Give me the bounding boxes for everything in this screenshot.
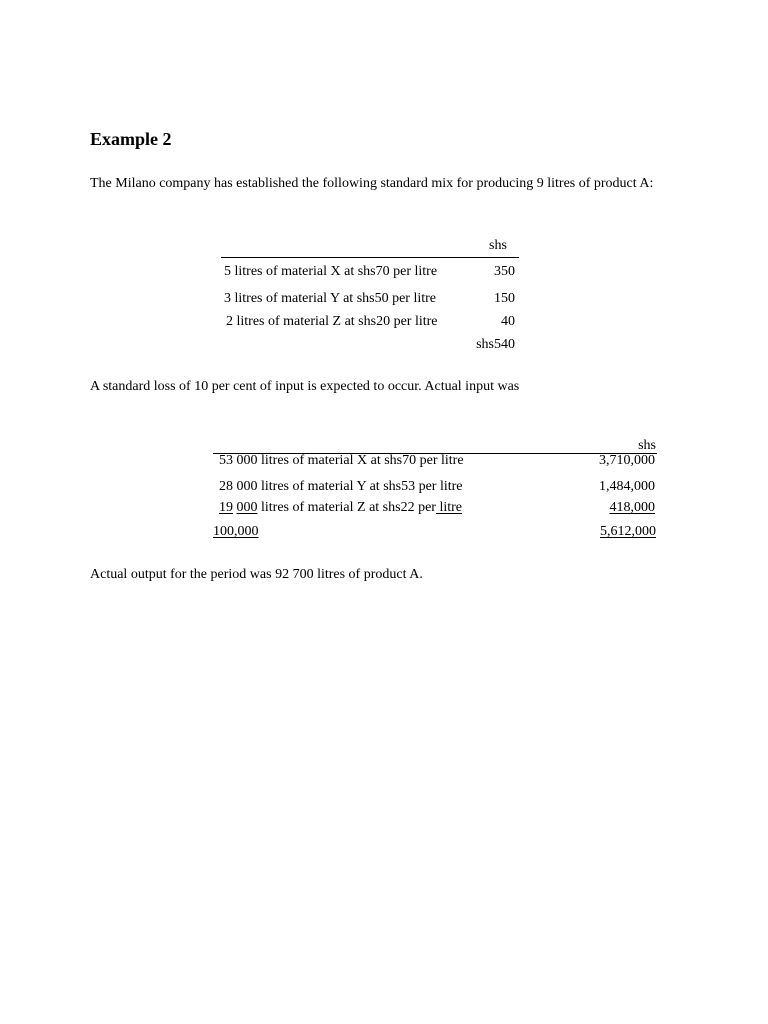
intro-paragraph: The Milano company has established the following standard mix for producing 9 litres of product A:	[90, 176, 654, 191]
standard-mix-row-value: 40	[501, 314, 515, 329]
actual-input-row-description: 28 000 litres of material Y at shs53 per litre	[219, 479, 463, 494]
total-quantity-part: 100	[213, 524, 234, 539]
actual-input-total-value: 5,612,000	[600, 524, 656, 539]
actual-output-paragraph: Actual output for the period was 92 700 litres of product A.	[90, 567, 423, 582]
material-z-description-text: litres of material Z at shs22 per	[257, 500, 436, 515]
standard-mix-row-value: 350	[494, 264, 515, 279]
actual-input-column-header: shs	[638, 438, 656, 453]
standard-mix-row-description: 3 litres of material Y at shs50 per litre	[224, 291, 437, 306]
standard-loss-paragraph: A standard loss of 10 per cent of input is expected to occur. Actual input was	[90, 379, 520, 394]
actual-input-row-description	[219, 501, 462, 515]
actual-input-row-value: 418,000	[609, 500, 655, 515]
standard-mix-column-header: shs	[489, 238, 507, 253]
material-z-litre-word: litre	[435, 500, 462, 515]
material-z-quantity-units: 000	[236, 500, 258, 515]
actual-input-total-quantity	[213, 525, 259, 539]
actual-input-row-description: 53 000 litres of material X at shs70 per litre	[219, 453, 464, 468]
material-z-quantity-thousands: 19	[219, 500, 233, 515]
standard-mix-header-rule	[221, 257, 519, 258]
standard-mix-row-description: 5 litres of material X at shs70 per litre	[224, 264, 438, 279]
actual-input-row-value: 3,710,000	[599, 453, 655, 468]
example-heading: Example 2	[90, 129, 172, 149]
total-quantity-part: ,000	[234, 524, 259, 539]
actual-input-row-value: 1,484,000	[599, 479, 655, 494]
standard-mix-total: shs540	[476, 337, 515, 352]
standard-mix-row-value: 150	[494, 291, 515, 306]
standard-mix-row-description: 2 litres of material Z at shs20 per litre	[226, 314, 438, 329]
